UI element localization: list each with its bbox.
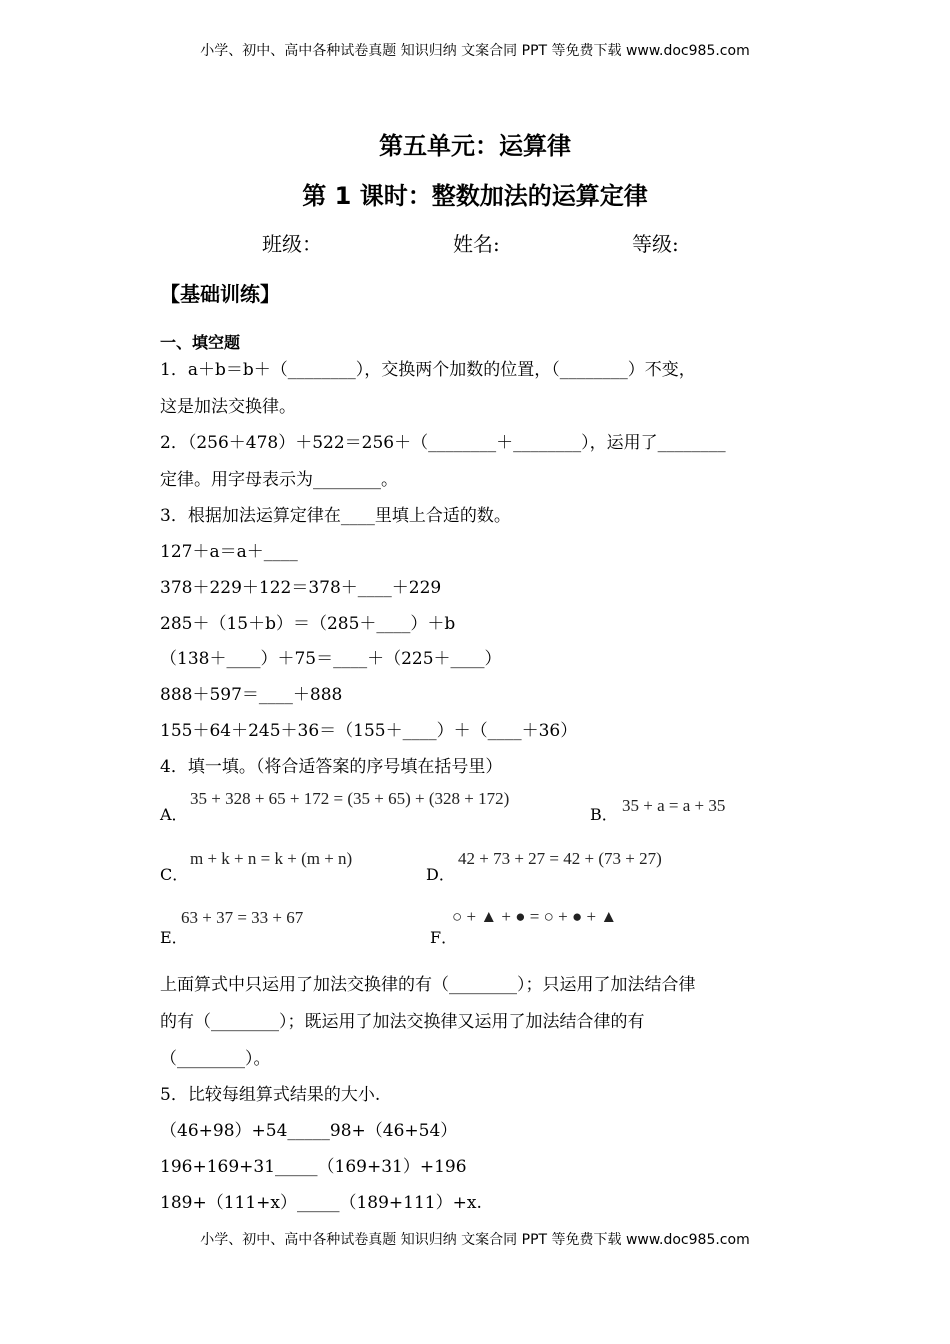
q4-option-label-d: D． (426, 865, 455, 884)
q5-prompt: 5．比较每组算式结果的大小. (160, 1085, 381, 1105)
q4-answer-line2: 的有（________）；既运用了加法交换律又运用了加法结合律的有 (160, 1012, 645, 1032)
class-label: 班级： (262, 232, 322, 256)
q2-line1: 2．（256＋478）＋522＝256＋（________＋________），运用了________ (160, 433, 726, 453)
q4-answer-line3: （________）。 (160, 1049, 271, 1069)
q4-option-label-c: C． (160, 865, 189, 884)
q4-option-label-f: F． (430, 928, 458, 947)
q4-answer-line1: 上面算式中只运用了加法交换律的有（________）；只运用了加法结合律 (160, 975, 696, 995)
part-heading: 一、填空题 (160, 333, 241, 352)
q4-option-expr-a: 35 + 328 + 65 + 172 = (35 + 65) + (328 + 172) (190, 789, 510, 808)
name-label: 姓名: (453, 232, 500, 256)
q4-option-expr-f: ○ + ▲ + ● = ○ + ● + ▲ (452, 907, 618, 926)
q3-prompt: 3．根据加法运算定律在____里填上合适的数。 (160, 506, 511, 526)
grade-label: 等级: (632, 232, 679, 256)
section-heading: 【基础训练】 (160, 282, 280, 306)
q4-prompt: 4．填一填。（将合适答案的序号填在括号里） (160, 757, 503, 777)
q4-option-expr-e: 63 + 37 = 33 + 67 (181, 908, 304, 927)
q2-line2: 定律。用字母表示为________。 (160, 470, 398, 490)
q5-item: （46+98）+54_____98+（46+54） (160, 1121, 458, 1141)
q3-item: 127＋a＝a＋____ (160, 542, 298, 562)
q1-line2: 这是加法交换律。 (160, 397, 296, 417)
q3-item: 285＋（15＋b）＝（285＋____）＋b (160, 614, 456, 634)
q3-item: 888＋597＝____＋888 (160, 685, 343, 705)
page-header: 小学、初中、高中各种试卷真题 知识归纳 文案合同 PPT 等免费下载 www.doc985.com (200, 43, 750, 59)
unit-title: 第五单元：运算律 (379, 132, 571, 160)
q3-item: （138＋____）＋75＝____＋（225＋____） (160, 649, 502, 669)
q4-option-expr-c: m + k + n = k + (m + n) (190, 849, 353, 868)
q1-line1: 1．a＋b＝b＋（________），交换两个加数的位置，（________）不变， (160, 360, 696, 380)
q5-item: 189+（111+x）_____（189+111）+x. (160, 1193, 482, 1213)
page-footer: 小学、初中、高中各种试卷真题 知识归纳 文案合同 PPT 等免费下载 www.doc985.com (200, 1232, 750, 1248)
q4-option-label-b: B． (590, 805, 618, 824)
q3-item: 378＋229＋122＝378＋____＋229 (160, 578, 442, 598)
lesson-title: 第 1 课时：整数加法的运算定律 (302, 182, 648, 210)
q3-item: 155＋64＋245＋36＝（155＋____）＋（____＋36） (160, 721, 578, 741)
q5-item: 196+169+31_____（169+31）+196 (160, 1157, 467, 1177)
q4-option-label-e: E． (160, 928, 188, 947)
q4-option-expr-b: 35 + a = a + 35 (622, 796, 726, 815)
q4-option-label-a: A． (160, 805, 188, 824)
q4-option-expr-d: 42 + 73 + 27 = 42 + (73 + 27) (458, 849, 662, 868)
